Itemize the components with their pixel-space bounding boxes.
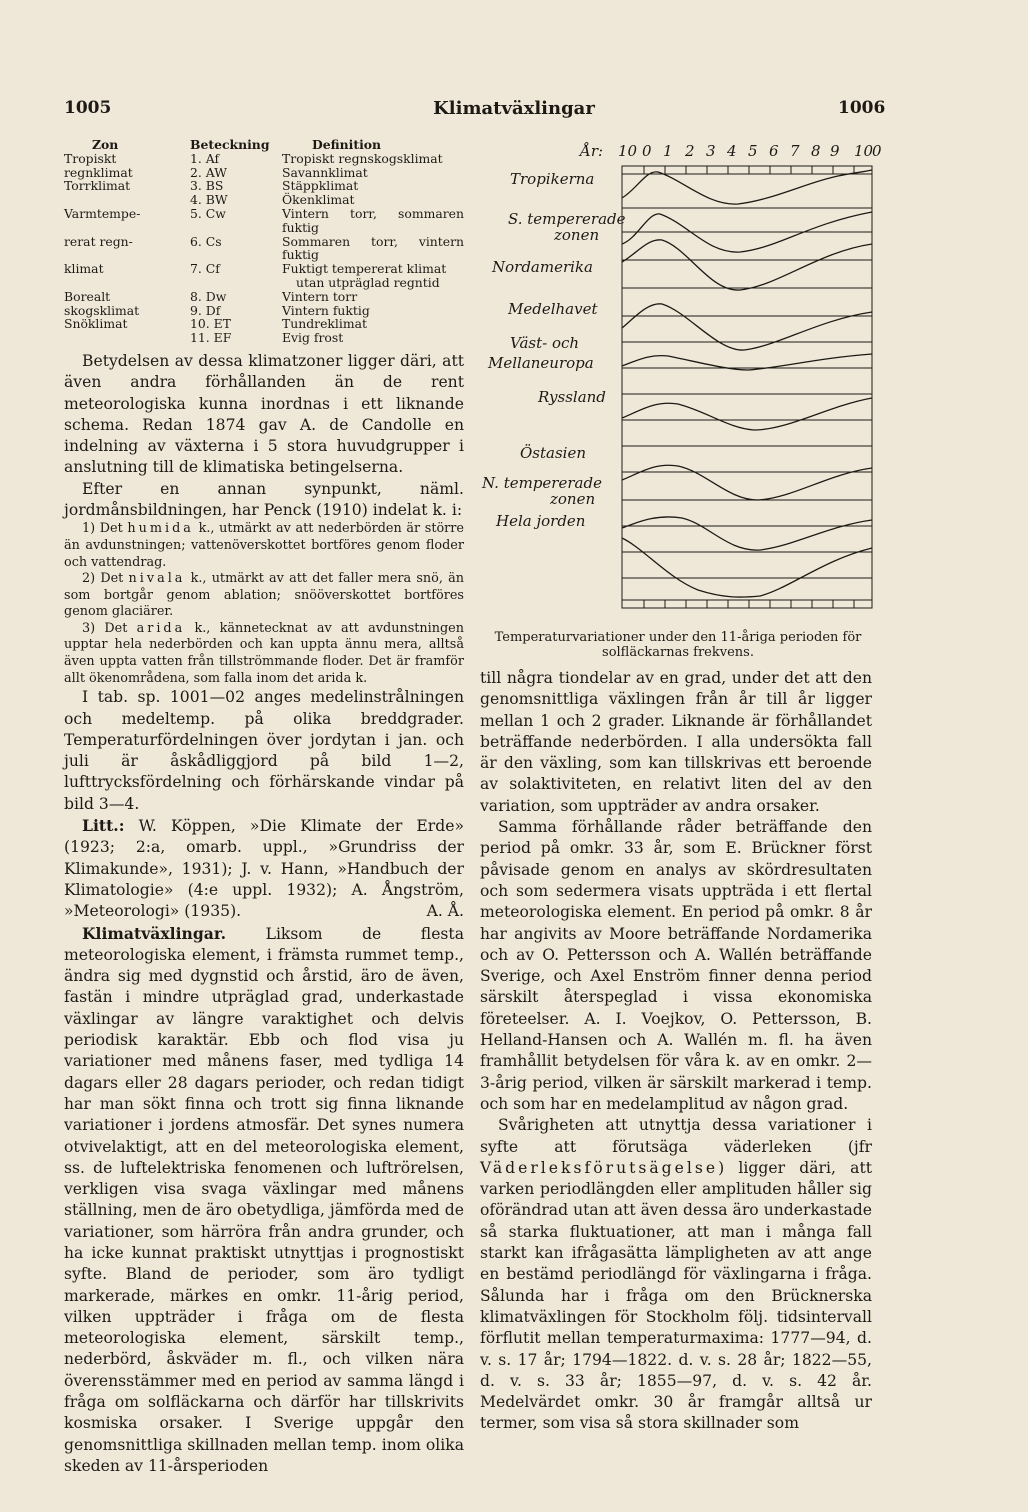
- figure-caption: Temperaturvariationer under den 11-åriga perioden för solfläckarnas frekvens.: [494, 630, 862, 660]
- text: 2) Det: [82, 571, 129, 587]
- bottom-ticks: [644, 600, 854, 608]
- code-cell: 1. Af: [190, 150, 220, 166]
- zone-cell: [64, 276, 190, 290]
- paragraph: I tab. sp. 1001—02 anges medelinstrålningen och medeltemp. på olika breddgrader. Temperaturfördelningen över jordytan i jan. och juli är åskådliggjord på bild 1—2, lufttrycksfördelning och förhärskande vindar på bild 3—4.: [64, 688, 464, 813]
- spaced-term: nivala: [128, 571, 186, 587]
- zone-cell: Borealt: [64, 288, 111, 304]
- code-cell: 7. Cf: [190, 261, 220, 277]
- th-zone: Zon: [92, 137, 119, 152]
- article-keyword: Klimatväxlingar.: [82, 923, 227, 943]
- curve-hela-jorden: [622, 538, 872, 597]
- tick-label: 7: [790, 142, 800, 160]
- paragraph: [480, 1115, 872, 1434]
- code-cell: 9. Df: [190, 302, 221, 318]
- zone-cell: Torrklimat: [64, 178, 131, 194]
- tick-label: 8: [811, 142, 821, 160]
- literature-paragraph: [64, 815, 464, 922]
- code-cell: [190, 276, 282, 290]
- label-ryssland: Ryssland: [538, 388, 606, 406]
- label-nordamerika: Nordamerika: [492, 258, 593, 276]
- tick-label: 1: [663, 142, 673, 160]
- small-paragraph: [64, 521, 464, 571]
- text: k., utmärkt av att nederbörden är större än avdunstningen; vattenöverskottet bortföres genom floder och vattendrag.: [64, 521, 464, 570]
- label-medelhavet: Medelhavet: [508, 300, 598, 318]
- th-code: Beteckning: [190, 137, 270, 152]
- author-signature: A. Å.: [426, 902, 464, 921]
- left-column: [64, 138, 464, 1477]
- text: 3) Det: [82, 620, 137, 636]
- curve-ostasien: [622, 465, 872, 500]
- litt-label: Litt.:: [82, 816, 125, 836]
- year-label: År:: [580, 142, 604, 160]
- definition-cell: Tropiskt regnskogsklimat: [282, 150, 443, 166]
- year-ticks: [618, 142, 882, 160]
- curve-ryssland: [622, 398, 872, 430]
- label-vast-och: Väst- och: [510, 334, 580, 352]
- zone-cell: klimat: [64, 261, 104, 277]
- tick-label: 3: [706, 142, 716, 160]
- page-number-right: 1006: [838, 98, 886, 118]
- plot-frame: [622, 166, 872, 608]
- curve-nordamerika: [622, 240, 872, 290]
- text: Liksom de flesta meteorologiska element, i främsta rummet temp., ändra sig med dygnstid och årstid, äro de även, fastän i mindre utpräglad grad, underkastade växlingar av längre varaktighet och delvis periodisk karaktär. Ebb och flod visa ju variationer med månens faser, med tydliga 14 dagars eller 28 dagars perioder, och redan tidigt har man sökt finna och trott sig finna liknande variationer i jordens atmosfär. Det synes numera otvivelaktigt, att en del meteorologiska element, ss. de luftelektriska fenomenen och luftrörelsen, verkligen visa svaga växlingar med månens ställning, men de äro obetydliga, jämförda med de variationer, som härröra från andra grunder, och ha icke kunnat praktiskt utnyttjas i prognostiskt syfte. Bland de perioder, som äro tydligt markerade, märkes en omkr. 11-årig period, vilken uppträder i fråga om de flesta meteorologiska element, särskilt temp., nederbörd, åskväder m. fl., och vilken nära överensstämmer med en period av samma längd i fråga om solfläckarna och därför har tillskrivits kosmiska orsaker. I Sverige uppgår den genomsnittliga skillnaden mellan temp. inom olika skeden av 11-årsperioden: [64, 924, 464, 1475]
- code-cell: 5. Cw: [190, 205, 226, 221]
- definition-cell: Fuktigt tempererat klimat: [282, 261, 447, 277]
- paragraph: Efter en annan synpunkt, näml. jordmånsbildningen, har Penck (1910) indelat k. i:: [64, 479, 464, 520]
- tick-label: 9: [830, 142, 840, 160]
- tick-label: 10: [854, 142, 874, 160]
- label-zonen: zonen: [550, 490, 596, 508]
- paragraph: Betydelsen av dessa klimatzoner ligger däri, att även andra förhållanden än de rent meteorologiska kunna inordnas i ett liknande schema. Redan 1874 gav A. de Candolle en indelning av växterna i 5 stora huvudgrupper i anslutning till de klimatiska betingelserna.: [64, 351, 464, 477]
- small-paragraph: [64, 621, 464, 687]
- code-cell: 8. Dw: [190, 288, 227, 304]
- text: ) ligger däri, att varken periodlängden eller amplituden håller sig oförändrad utan att även dessa äro underkastade så starka fluktuationer, att man i många fall starkt kan ifrågasätta lämpligheten av att ange en bestämd periodlängd för växlingarna i fråga. Sålunda har i fråga om den Brücknerska klimatväxlingen för Stockholm följ. tidsintervall förflutit mellan temperaturmaxima: 1777—94, d. v. s. 17 år; 1794—1822. d. v. s. 28 år; 1822—55, d. v. s. 33 år; 1855—97, d. v. s. 42 år. Medelvärdet omkr. 30 år framgår alltså ur termer, som visa så stora skillnader som: [480, 1158, 872, 1433]
- text: k., kännetecknat av att avdunstningen upptar hela nederbörden och kan uppta ännu mera, alltså även uppta vatten från tillströmmande floder. Det är framför allt ökenområdena, som falla inom det arida k.: [64, 620, 464, 686]
- code-cell: 4. BW: [190, 192, 228, 208]
- cross-reference: Väderleksförutsägelse: [480, 1158, 719, 1177]
- tick-label: 4: [727, 142, 737, 160]
- zone-cell: regnklimat: [64, 164, 133, 180]
- tick-label: 5: [748, 142, 758, 160]
- series-curves: [622, 170, 872, 597]
- curve-tropikerna: [622, 170, 872, 204]
- tick-label: 2: [685, 142, 695, 160]
- definition-cell: Sommaren torr, vintern fuktig: [282, 233, 464, 263]
- label-tropikerna: Tropikerna: [510, 170, 595, 188]
- zone-cell: [64, 193, 190, 207]
- definition-cell: Vintern torr: [282, 288, 358, 304]
- running-title: Klimatväxlingar: [433, 98, 595, 119]
- zone-cell: Snöklimat: [64, 316, 128, 332]
- temperature-variation-figure: [478, 128, 882, 628]
- label-s-tempererade: S. tempererade: [508, 210, 626, 228]
- paragraph: till några tiondelar av en grad, under det att den genomsnittliga växlingen från år till år ligger mellan 1 och 2 grader. Liknande är förhållandet beträffande nederbörden. I alla undersökta fall är den växling, som kan tillskrivas ett beroende av solaktiviteten, en relativt liten del av den variation, som uppträder av andra orsaker.: [480, 669, 872, 815]
- definition-cell: Stäppklimat: [282, 178, 359, 194]
- small-paragraph: [64, 571, 464, 621]
- tick-label: 6: [769, 142, 779, 160]
- label-zonen: zonen: [554, 226, 600, 244]
- code-cell: 10. ET: [190, 316, 231, 332]
- zone-cell: [64, 331, 190, 345]
- label-hela-jorden: Hela jorden: [496, 512, 586, 530]
- litt-text: W. Köppen, »Die Klimate der Erde» (1923; 2:a, omarb. uppl., »Grundriss der Klimakunde», 1931); J. v. Hann, »Handbuch der Klimatologie» (4:e uppl. 1932); A. Ångström, »Meteorologi» (1935).: [64, 817, 464, 921]
- spaced-term: arida: [136, 620, 186, 636]
- text: 1) Det: [82, 521, 128, 537]
- definition-cell: Ökenklimat: [282, 192, 355, 208]
- definition-cell: Vintern fuktig: [282, 302, 370, 318]
- label-ostasien: Östasien: [520, 444, 586, 462]
- zone-cell: Tropiskt: [64, 150, 117, 166]
- tick-label: 0: [872, 142, 882, 160]
- definition-cell: utan utpräglad regntid: [296, 274, 440, 290]
- top-ticks: [644, 166, 854, 174]
- climate-zone-table: [64, 138, 464, 345]
- label-n-tempererade: N. tempererade: [482, 474, 602, 492]
- definition-cell: Vintern torr, sommaren fuktig: [282, 205, 464, 235]
- code-cell: 3. BS: [190, 178, 224, 194]
- th-definition: Definition: [312, 137, 382, 152]
- text: k., utmärkt av att det faller mera snö, än som bortgår genom ablation; snööverskottet bortföres genom glaciärer.: [64, 571, 464, 620]
- zone-cell: rerat regn-: [64, 233, 133, 249]
- definition-cell: Savannklimat: [282, 164, 368, 180]
- code-cell: 2. AW: [190, 164, 227, 180]
- series-labels: [481, 170, 626, 530]
- right-column: [480, 668, 872, 1435]
- definition-cell: Evig frost: [282, 330, 344, 346]
- tick-label: 10: [618, 142, 638, 160]
- zone-cell: skogsklimat: [64, 302, 140, 318]
- spaced-term: humida: [127, 521, 194, 537]
- paragraph: Samma förhållande råder beträffande den period på omkr. 33 år, som E. Brückner först påvisade genom en analys av skördresultaten och som sedermera visats uppträda i ett flertal meteorologiska element. En period på omkr. 8 år har angivits av Moore beträffande Nordamerika och av O. Pettersson och A. Wallén beträffande Sverige, och Axel Enström finner denna period särskilt återspeglad i vissa ekonomiska företeelser. A. I. Voejkov, O. Pettersson, B. Helland-Hansen och A. Wallén m. fl. ha även framhållit betydelsen för våra k. av en omkr. 2—3-årig period, vilken är särskilt markerad i temp. och som har en medelamplitud av någon grad.: [480, 818, 872, 1113]
- zone-cell: Varmtempe-: [64, 205, 141, 221]
- label-mellaneuropa: Mellaneuropa: [488, 354, 594, 372]
- text: Svårigheten att utnyttja dessa variationer i syfte att förutsäga väderleken (jfr: [480, 1116, 872, 1156]
- tick-label: 0: [642, 142, 652, 160]
- code-cell: 11. EF: [190, 330, 232, 346]
- definition-cell: Tundreklimat: [282, 316, 367, 332]
- page-number-left: 1005: [64, 98, 112, 118]
- article-paragraph: [64, 923, 464, 1478]
- code-cell: 6. Cs: [190, 233, 222, 249]
- curve-medelhavet: [622, 304, 872, 350]
- curve-n-tempererade: [622, 517, 872, 550]
